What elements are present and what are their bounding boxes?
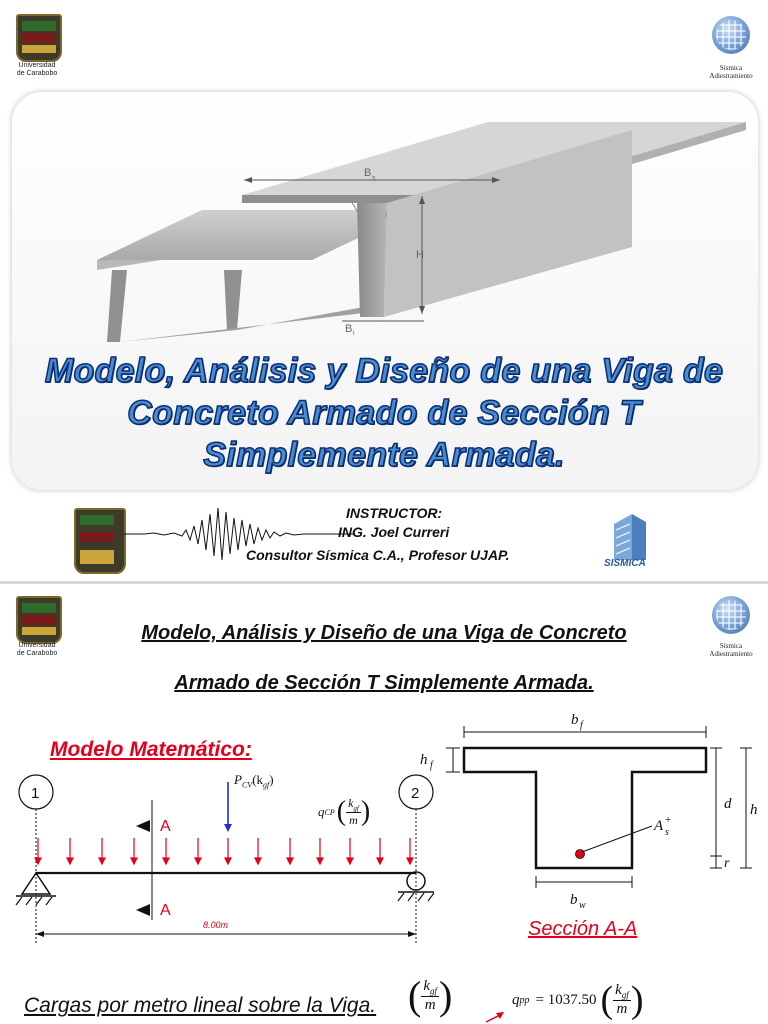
- r-label: r: [724, 856, 730, 871]
- title-line-2: Concreto Armado de Sección T: [127, 394, 641, 432]
- svg-text:w: w: [579, 900, 586, 910]
- svg-text:s: s: [665, 827, 669, 838]
- section-caption: Sección A-A: [528, 918, 638, 940]
- t-section-outline: [464, 748, 706, 868]
- qpp-formula: q pp = 1037.50 ( $k_{gf}$ m ): [512, 979, 644, 1021]
- svg-text:+: +: [665, 814, 672, 826]
- point-load-label: $P_{CV}(k_{gf})$: [234, 772, 274, 790]
- modelo-heading: Modelo Matemático:: [50, 738, 252, 761]
- instructor-name: ING. Joel Curreri: [338, 524, 450, 540]
- rebar-dot: [576, 850, 585, 859]
- instructor-label: INSTRUCTOR:: [346, 505, 443, 521]
- as-label: A: [654, 818, 664, 834]
- svg-text:i: i: [353, 330, 355, 337]
- presentation-title: [20, 350, 748, 476]
- dim-top-width-label: B: [364, 167, 372, 179]
- sismica-logo-text: SISMICA: [604, 558, 646, 569]
- bf-label: b: [571, 712, 579, 728]
- university-name: Universidad de Carabobo: [16, 62, 58, 77]
- red-arrow: [484, 1004, 508, 1024]
- slide2-title-line-2: Armado de Sección T Simplemente Armada.: [174, 672, 594, 694]
- hf-label: h: [420, 752, 428, 768]
- distributed-load-label: q CP ( $k_{gf}$ m ): [318, 796, 371, 828]
- company-name-2: Sísmica Adiestramiento: [709, 642, 753, 658]
- slide2-title-line-1: Modelo, Análisis y Diseño de una Viga de Concreto: [141, 622, 627, 644]
- dim-height-label: H: [416, 249, 424, 261]
- title-line-3: Simplemente Armada.: [203, 436, 565, 474]
- title-line-1: Modelo, Análisis y Diseño de una Viga de: [44, 352, 724, 390]
- university-name-2: Universidad de Carabobo: [16, 642, 58, 657]
- distributed-load-arrows: [35, 838, 413, 864]
- section-mark-bottom: A: [160, 902, 171, 919]
- svg-text:s: s: [372, 175, 376, 182]
- uni-badge-logo: [74, 508, 126, 574]
- bw-label: b: [570, 892, 578, 908]
- section-mark-top: A: [160, 818, 171, 835]
- university-crest-logo: [16, 14, 62, 62]
- cargas-text: Cargas por metro lineal sobre la Viga.: [24, 994, 377, 1017]
- dim-web-width-label: B: [345, 323, 353, 335]
- cargas-unit: ( $k_{gf}$ m ): [408, 973, 453, 1018]
- company-name: Sísmica Adiestramiento: [709, 64, 753, 80]
- svg-text:f: f: [580, 720, 583, 731]
- span-label: 8.00m: [203, 920, 229, 930]
- node-2-label: 2: [411, 785, 420, 802]
- node-1-label: 1: [31, 785, 40, 802]
- t-section-diagram: [414, 700, 768, 910]
- instructor-role: Consultor Sísmica C.A., Profesor UJAP.: [246, 547, 510, 563]
- svg-text:f: f: [430, 760, 433, 771]
- sismica-globe-logo: [712, 16, 750, 54]
- sismica-building-logo: [606, 510, 656, 560]
- d-label: d: [724, 796, 732, 812]
- beam-model-diagram: [0, 760, 450, 950]
- h-label: h: [750, 802, 758, 818]
